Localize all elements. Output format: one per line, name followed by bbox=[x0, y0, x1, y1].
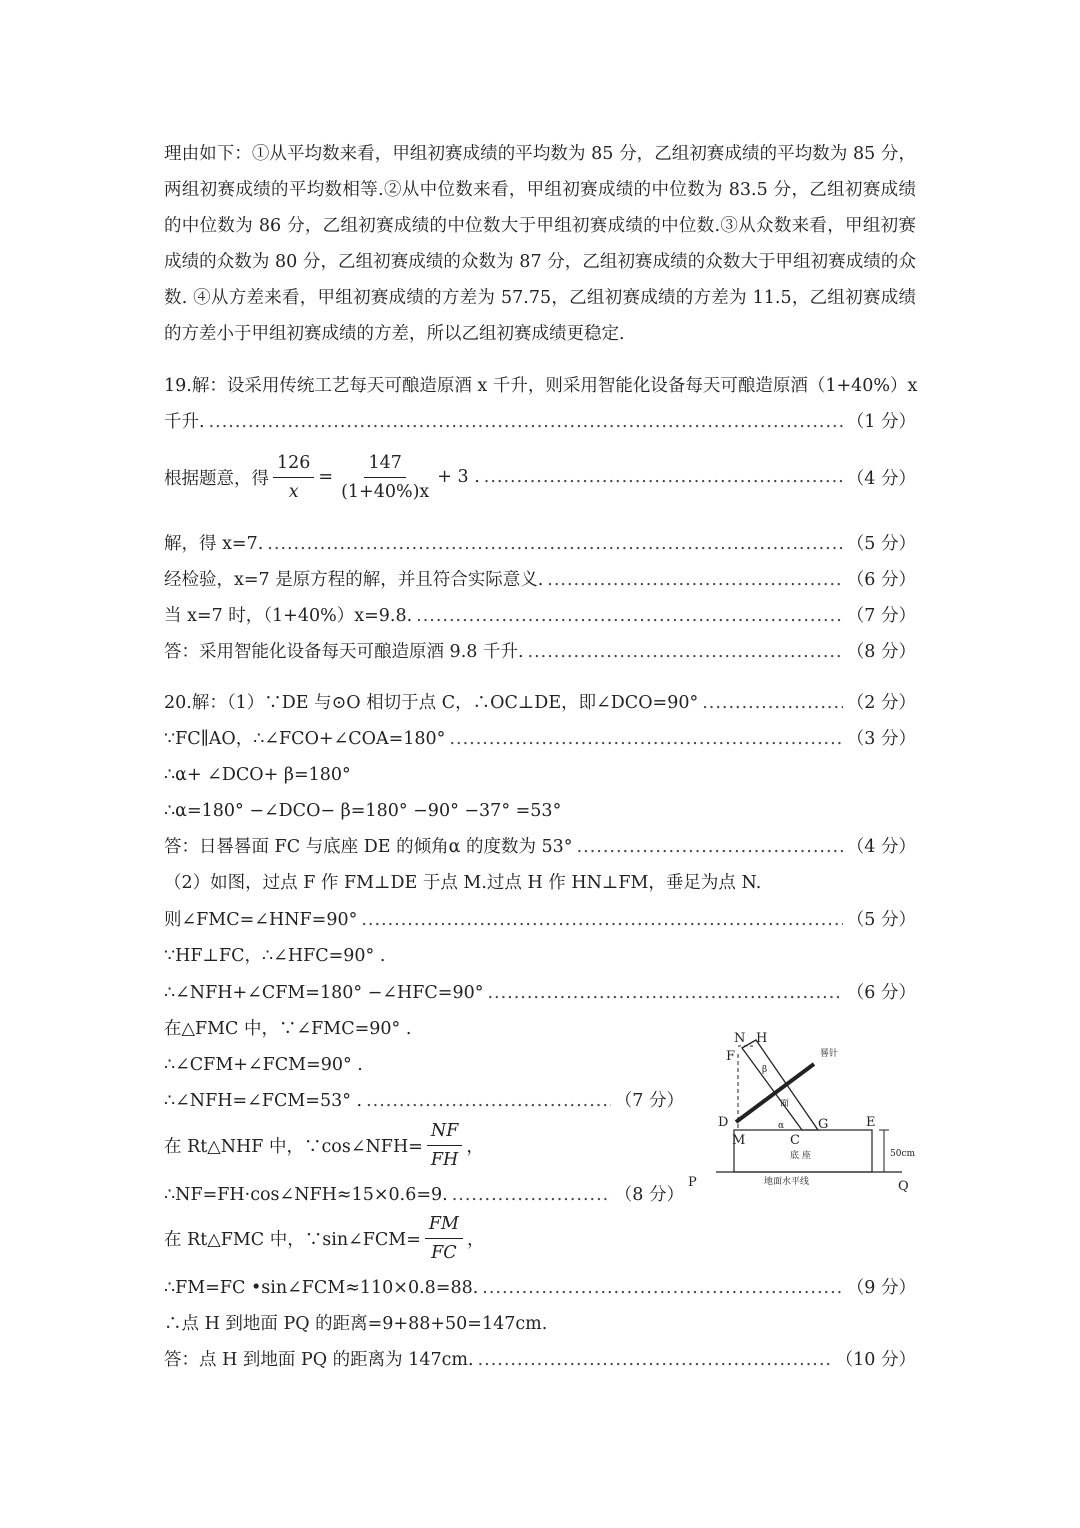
q20-line-6: （2）如图，过点 F 作 FM⊥DE 于点 M.过点 H 作 HN⊥FM，垂足为点 N. bbox=[164, 873, 762, 893]
q19-line-5: 经检验，x=7 是原方程的解，并且符合实际意义. ..... （6 分） bbox=[164, 566, 916, 594]
label-e: E bbox=[866, 1115, 876, 1130]
score: （6 分） bbox=[846, 983, 916, 1003]
label-base: 底 座 bbox=[790, 1151, 811, 1161]
fraction-147-over-expr: $\frac{147}{(1+40\%)x}$ bbox=[337, 449, 433, 506]
q20-line-2: ∵FC∥AO，∴∠FCO+∠COA=180° ..... （3 分） bbox=[164, 725, 916, 753]
q20-line-1: 20.解：（1）∵DE 与⊙O 相切于点 C，∴OC⊥DE，即∠DCO=90° ..... （2 分） bbox=[164, 689, 916, 717]
score: （1 分） bbox=[846, 412, 916, 432]
fraction-fm-over-fc: $\frac{FM}{FC}$ bbox=[425, 1210, 463, 1267]
q20-line-3: ∴α+ ∠DCO+ β=180° bbox=[164, 765, 351, 785]
gnomon-rod bbox=[736, 1064, 814, 1122]
q20-line-12: ∴∠NFH=∠FCM=53° . ..... （7 分） bbox=[164, 1087, 684, 1115]
fraction-nf-over-fh: $\frac{NF}{FH}$ bbox=[427, 1117, 462, 1174]
score: （5 分） bbox=[846, 534, 916, 554]
score: （2 分） bbox=[846, 693, 916, 713]
score: （4 分） bbox=[846, 837, 916, 857]
label-d: D bbox=[718, 1115, 729, 1130]
label-50cm: 50cm bbox=[890, 1149, 916, 1159]
score: （5 分） bbox=[846, 910, 916, 930]
label-n: N bbox=[734, 1031, 746, 1046]
label-ground: 地面水平线 bbox=[764, 1177, 810, 1187]
q19-equation-line: 根据题意，得 $\frac{126}{x}$ = $\frac{147}{(1+40\%)x}$ + 3 . ..... （4 分） bbox=[164, 442, 916, 512]
q19-line-7: 答：采用智能化设备每天可酿造原酒 9.8 千升. ..... （8 分） bbox=[164, 638, 916, 666]
q19-line-2: 千升. ..... （1 分） bbox=[164, 408, 916, 436]
score: （10 分） bbox=[835, 1350, 916, 1370]
q20-line-18: 答：点 H 到地面 PQ 的距离为 147cm. ..... （10 分） bbox=[164, 1346, 916, 1374]
label-face: 面 bbox=[780, 1099, 790, 1109]
q19-line-1: 19.解：设采用传统工艺每天可酿造原酒 x 千升，则采用智能化设备每天可酿造原酒（1+40%）x bbox=[164, 376, 918, 396]
score: （7 分） bbox=[846, 606, 916, 626]
q20-line-10: 在△FMC 中，∵∠FMC=90° . bbox=[164, 1019, 412, 1039]
score: （9 分） bbox=[846, 1278, 916, 1298]
label-alpha: α bbox=[778, 1121, 785, 1131]
label-h: H bbox=[756, 1031, 768, 1046]
q19-line-4: 解，得 x=7. ..... （5 分） bbox=[164, 530, 916, 558]
label-gnomon: 晷针 bbox=[820, 1049, 839, 1059]
label-f: F bbox=[726, 1049, 736, 1064]
score: （7 分） bbox=[614, 1091, 684, 1111]
q18-reason-paragraph: 理由如下：①从平均数来看，甲组初赛成绩的平均数为 85 分，乙组初赛成绩的平均数为 85 分，两组初赛成绩的平均数相等.②从中位数来看，甲组初赛成绩的中位数为 83.5 分，乙组初赛成绩的中位数为 86 分，乙组初赛成绩的中位数大于甲组初赛成绩的中位数.③从众数来看，甲组初赛成绩的众数为 80 分，乙组初赛成绩的众数为 87 分，乙组初赛成绩的众数大于甲组初赛成绩的众数. ④从方差来看，甲组初赛成绩的方差为 57.75，乙组初赛成绩的方差为 11.5，乙组初赛成绩的方差小于甲组初赛成绩的方差，所以乙组初赛成绩更稳定. bbox=[164, 144, 916, 344]
score: （6 分） bbox=[846, 570, 916, 590]
q20-line-16: ∴FM=FC •sin∠FCM≈110×0.8=88. ..... （9 分） bbox=[164, 1274, 916, 1302]
label-q: Q bbox=[898, 1179, 909, 1194]
q19-line-6: 当 x=7 时，（1+40%）x=9.8. ..... （7 分） bbox=[164, 602, 916, 630]
label-p: P bbox=[688, 1175, 697, 1190]
score: （8 分） bbox=[846, 642, 916, 662]
q20-line-4: ∴α=180° −∠DCO− β=180° −90° −37° =53° bbox=[164, 801, 562, 821]
q20-line-9: ∴∠NFH+∠CFM=180° −∠HFC=90° ..... （6 分） bbox=[164, 979, 916, 1007]
label-g: G bbox=[818, 1117, 829, 1132]
label-c: C bbox=[790, 1133, 800, 1148]
label-m: M bbox=[732, 1133, 746, 1148]
score: （8 分） bbox=[614, 1185, 684, 1205]
sundial-figure bbox=[686, 1026, 926, 1206]
q20-line-13: 在 Rt△NHF 中，∵cos∠NFH= $\frac{NF}{FH}$ ， bbox=[164, 1110, 684, 1180]
label-beta: β bbox=[762, 1065, 768, 1075]
q20-line-11: ∴∠CFM+∠FCM=90° . bbox=[164, 1055, 363, 1075]
fraction-126-over-x: $\frac{126}{x}$ bbox=[273, 449, 314, 506]
q20-line-7: 则∠FMC=∠HNF=90° ..... （5 分） bbox=[164, 906, 916, 934]
q20-line-5: 答：日晷晷面 FC 与底座 DE 的倾角α 的度数为 53° ..... （4 分） bbox=[164, 833, 916, 861]
q20-line-15: 在 Rt△FMC 中，∵sin∠FCM= $\frac{FM}{FC}$ ， bbox=[164, 1203, 684, 1273]
score: （3 分） bbox=[846, 729, 916, 749]
q20-line-17: ∴点 H 到地面 PQ 的距离=9+88+50=147cm. bbox=[164, 1314, 548, 1334]
q20-line-8: ∵HF⊥FC，∴∠HFC=90° . bbox=[164, 946, 386, 966]
q20-line-14: ∴NF=FH·cos∠NFH≈15×0.6=9. ..... （8 分） bbox=[164, 1181, 684, 1209]
score: （4 分） bbox=[846, 468, 916, 489]
sundial-face bbox=[742, 1040, 818, 1130]
